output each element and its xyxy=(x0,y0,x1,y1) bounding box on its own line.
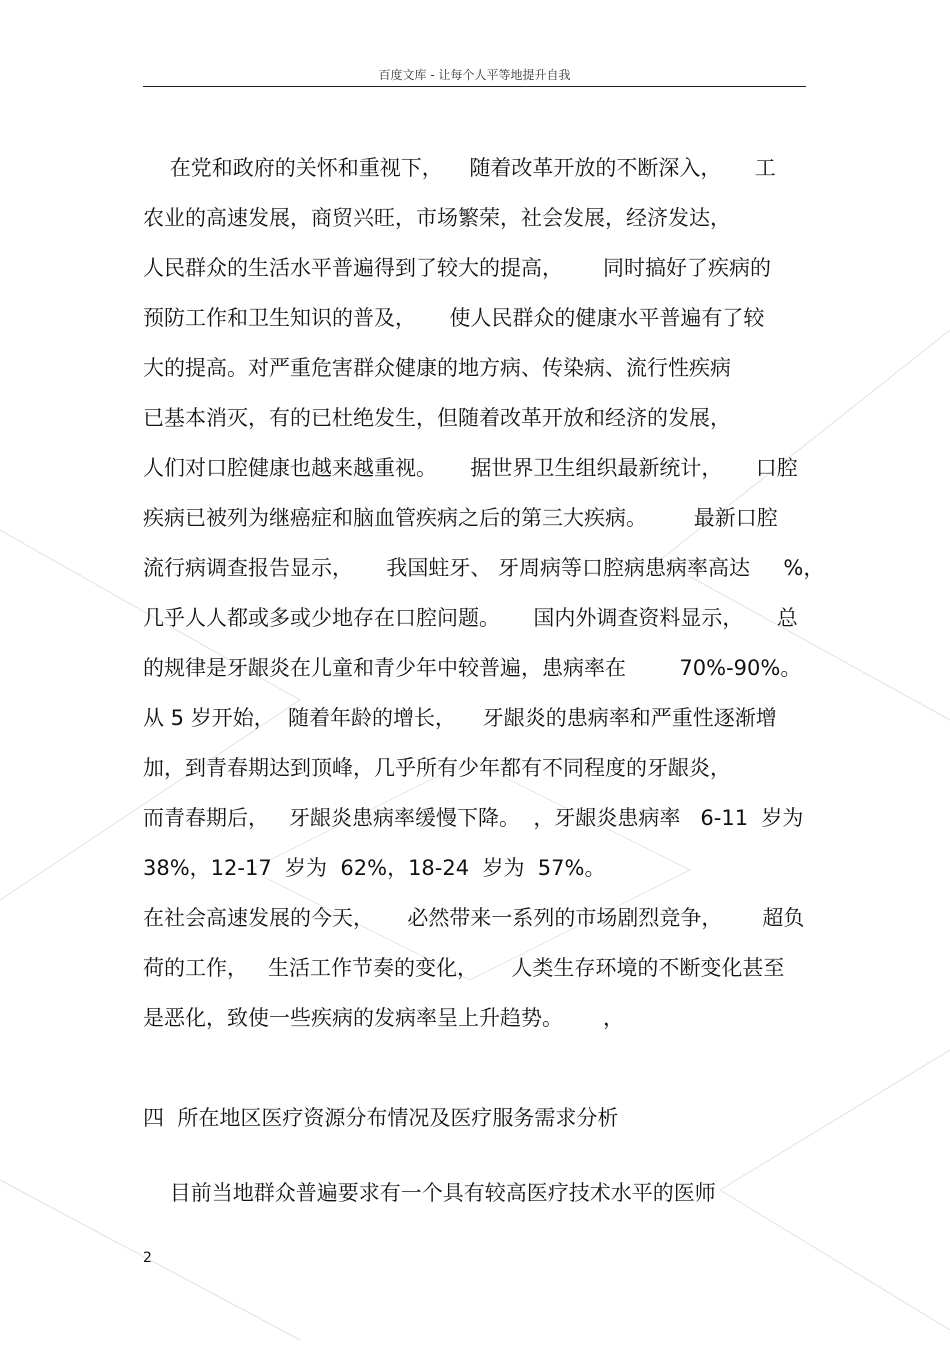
page-number: 2 xyxy=(143,1250,152,1266)
body-line: 荷的工作， 生活工作节奏的变化， 人类生存环境的不断变化甚至 xyxy=(143,956,785,980)
section-heading: 四 所在地区医疗资源分布情况及医疗服务需求分析 xyxy=(143,1106,619,1130)
body-line: 预防工作和卫生知识的普及， 使人民群众的健康水平普遍有了较 xyxy=(143,306,765,330)
body-line: 几乎人人都或多或少地存在口腔问题。 国内外调查资料显示， 总 xyxy=(143,606,798,630)
body-line: 大的提高。对严重危害群众健康的地方病、传染病、流行性疾病 xyxy=(143,356,731,380)
body-line: 在社会高速发展的今天， 必然带来一系列的市场剧烈竞争， 超负 xyxy=(143,906,805,930)
body-line: 目前当地群众普遍要求有一个具有较高医疗技术水平的医师 xyxy=(143,1181,716,1205)
body-line: 已基本消灭，有的已杜绝发生，但随着改革开放和经济的发展， xyxy=(143,406,731,430)
body-line: 农业的高速发展，商贸兴旺，市场繁荣，社会发展，经济发达， xyxy=(143,206,731,230)
body-line: 的规律是牙龈炎在儿童和青少年中较普遍，患病率在 70%-90%。 xyxy=(143,656,802,680)
body-line: 在党和政府的关怀和重视下， 随着改革开放的不断深入， 工 xyxy=(143,156,776,180)
header-divider xyxy=(143,86,806,87)
body-line: 而青春期后， 牙龈炎患病率缓慢下降。 ，牙龈炎患病率 6-11 岁为 xyxy=(143,806,804,830)
body-line: 从 5 岁开始， 随着年龄的增长， 牙龈炎的患病率和严重性逐渐增 xyxy=(143,706,777,730)
body-line: 疾病已被列为继癌症和脑血管疾病之后的第三大疾病。 最新口腔 xyxy=(143,506,778,530)
body-line: 38%，12-17 岁为 62%，18-24 岁为 57%。 xyxy=(143,856,606,880)
body-line: 加，到青春期达到顶峰，几乎所有少年都有不同程度的牙龈炎， xyxy=(143,756,731,780)
body-line: 人们对口腔健康也越来越重视。 据世界卫生组织最新统计， 口腔 xyxy=(143,456,798,480)
body-line: 人民群众的生活水平普遍得到了较大的提高， 同时搞好了疾病的 xyxy=(143,256,772,280)
document-header: 百度文库 - 让每个人平等地提升自我 xyxy=(378,68,571,82)
body-line: 是恶化，致使一些疾病的发病率呈上升趋势。 ， xyxy=(143,1006,625,1030)
body-line: 流行病调查报告显示， 我国蛀牙、 牙周病等口腔病患病率高达 %， xyxy=(143,556,825,580)
